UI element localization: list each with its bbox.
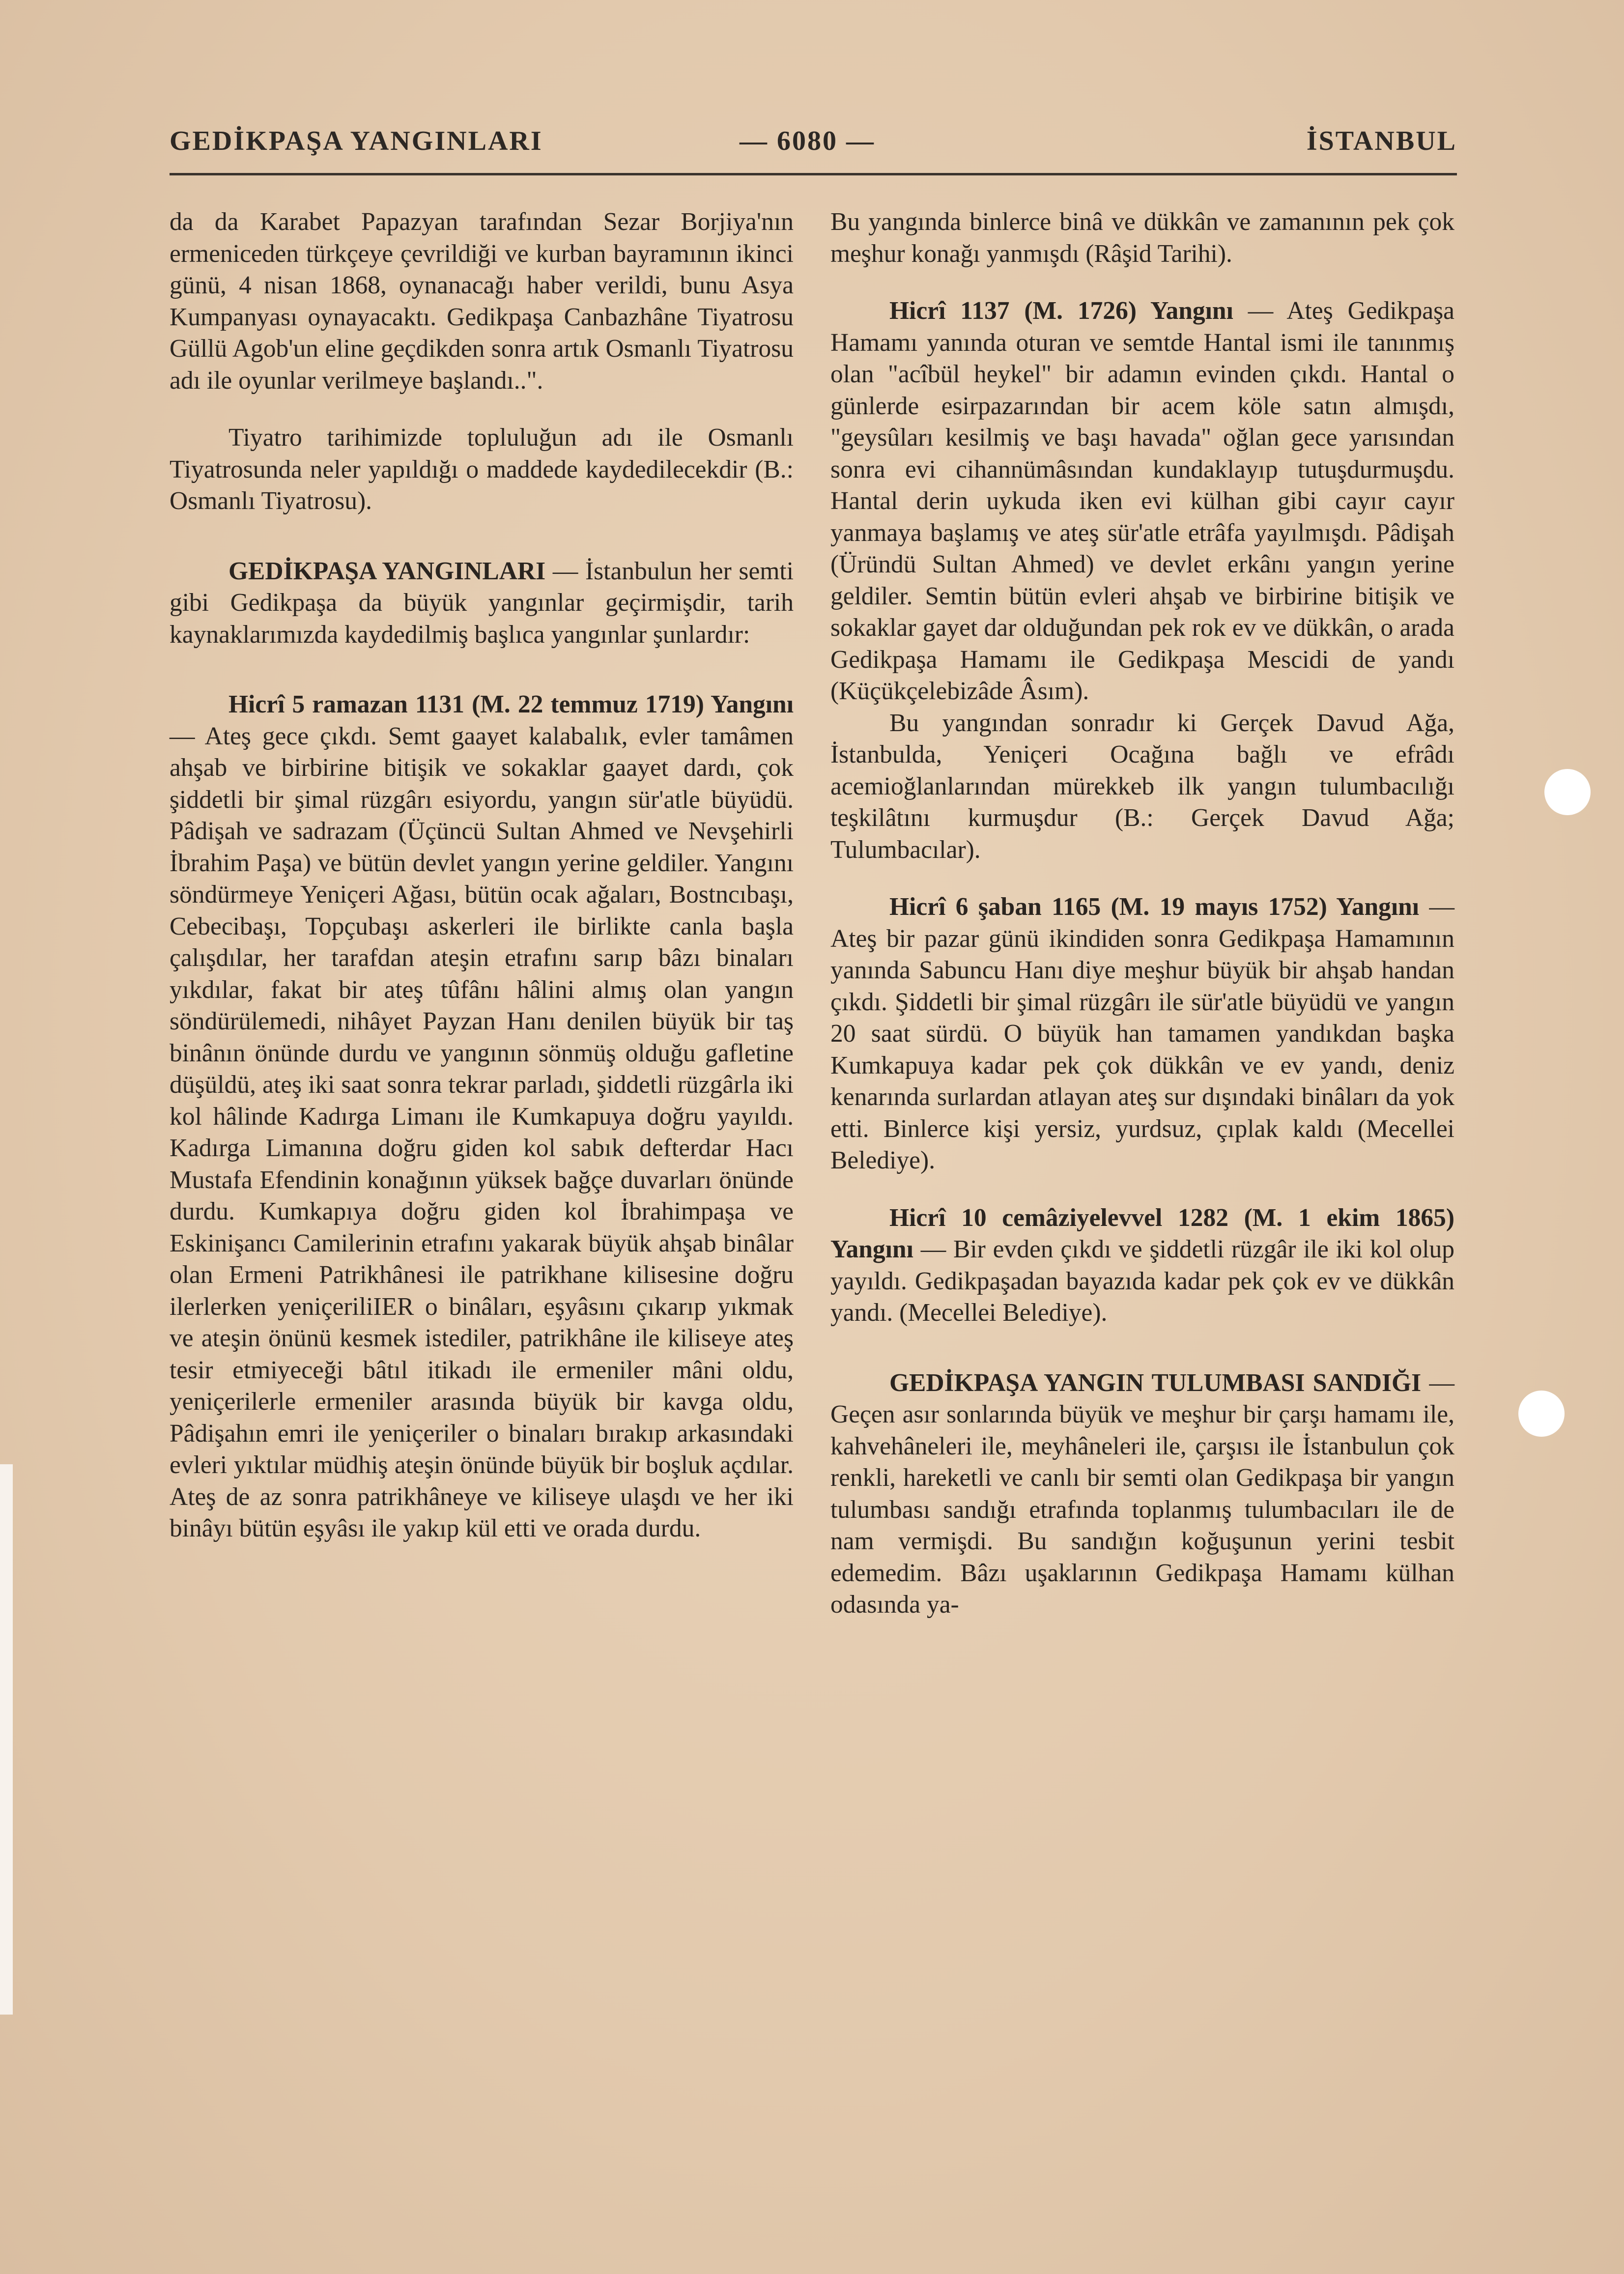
entry-fire-1752 — [830, 891, 1454, 1177]
entry-heading: Hicrî 10 cemâziyelevvel 1282 (M. 1 ekim 1865) Yangını — [830, 1203, 1454, 1263]
paragraph-gap — [830, 866, 1454, 891]
entry-heading: Hicrî 6 şaban 1165 (M. 19 mayıs 1752) Yangını — [889, 893, 1420, 921]
paragraph-gap — [830, 1329, 1454, 1367]
paragraph: Bu yangında binlerce binâ ve dükkân ve zamanının pek çok meşhur konağı yanmışdı (Râşid Tarihi). — [830, 208, 1454, 268]
entry-fire-1719 — [170, 689, 794, 1545]
paragraph-gap — [170, 517, 794, 556]
right-column — [830, 206, 1454, 1621]
entry-heading: GEDİKPAŞA YANGIN TULUMBASI SANDIĞI — [889, 1368, 1422, 1397]
entry-body: — Ateş gece çıkdı. Semt gaayet kalabalık, evler tamâmen ahşab ve birbirine bitişik ve sokaklar gaayet dardı, çok şiddetli bir şimal rüzgârı esiyordu, yangın sür'atle büyüdü. Pâdişah ve sadrazam (Üçüncü Sultan Ahmed ve Nevşehirli İbrahim Paşa) ve bütün devlet yangın yerine geldiler. Yangını söndürmeye Yeniçeri Ağası, bütün ocak ağaları, Bostncıbaşı, Cebecibaşı, Topçubaşı askerleri ile birlikte canla başla çalışdılar, her tarafdan ateşin etrafını sarıp bâzı binaları yıkdılar, fakat bir ateş tûfânı hâlini almış olan yangın söndürülemedi, nihâyet Payzan Hanı denilen büyük bir taş binânın önünde durdu ve yangının sönmüş olduğu gafletine düşüldü, ateş iki saat sonra tekrar parladı, şiddetli rüzgârla iki kol hâlinde Kadırga Limanı ile Kumkapuya doğru yayıldı. Kadırga Limanına doğru giden kol sabık defterdar Hacı Mustafa Efendinin konağının yüksek bağçe duvarları önünde durdu. Kumkapıya doğru giden kol İbrahimpaşa ve Eskinişancı Camilerinin etrafını yakarak büyük ahşab binâlar olan Ermeni Patrikhânesi ile patrikhane kilisesine doğru ilerlerken yeniçeriliIER o binâları, eşyâsını çıkarıp yıkmak ve ateşin önünü kesmek istediler, patrikhâne ile kiliseye ateş tesir etmiyeceği bâtıl itikadı ile ermeniler mâni oldu, yeniçerilerle ermeniler arasında büyük bir kavga oldu, Pâdişahın emri ile yeniçeriler o binaları bırakıp arkasındaki evleri yıktılar müdhiş ateşin önünde büyük bir boşluk açdılar. Ateş de az sonra patrikhâneye ve kiliseye ulaşdı ve her iki binâyı bütün eşyâsı ile yakıp kül etti ve orada durdu. — [170, 722, 794, 1542]
entry-heading: GEDİKPAŞA YANGINLARI — [228, 557, 546, 585]
entry-body: — Bir evden çıkdı ve şiddetli rüzgâr ile iki kol olup yayıldı. Gedikpaşadan bayazıda kadar pek çok ev ve dükkân yandı. (Mecellei Belediye). — [830, 1235, 1454, 1327]
entry-gedikpasa-yanginlari — [170, 556, 794, 651]
entry-fire-1865 — [830, 1202, 1454, 1329]
paragraph: Tiyatro tarihimizde topluluğun adı ile Osmanlı Tiyatrosunda neler yapıldığı o maddede kaydedilecekdir (B.: Osmanlı Tiyatrosu). — [170, 424, 794, 515]
torn-edge — [0, 1464, 13, 2015]
entry-body: — Geçen asır sonlarında büyük ve meşhur bir çarşı hamamı ile, kahvehâneleri ile, meyhâneleri ile, çarşısı ile İstanbulun çok renkli, hareketli ve canlı bir semti olan Gedikpaşa bir yangın tulumbası sandığı etrafında toplanmış tulumbacıları ile de nam vermişdi. Bu sandığın koğuşunun yerini tesbit edemedim. Bâzı uşaklarının Gedikpaşa Hamamı külhan odasında ya- — [830, 1368, 1455, 1619]
entry-tulumba-sandigi — [830, 1367, 1454, 1621]
header-rule — [170, 173, 1457, 175]
binder-hole — [1544, 769, 1591, 815]
running-header — [170, 125, 1457, 160]
page-number: — 6080 — — [740, 126, 875, 156]
section-title: GEDİKPAŞA YANGINLARI — [170, 126, 543, 156]
entry-body: — İstanbulun her semti gibi Gedikpaşa da büyük yangınlar geçirmişdir, tarih kaynaklarımızda kaydedilmiş başlıca yangınlar şunlardır: — [170, 557, 794, 649]
entry-fire-1726 — [830, 295, 1454, 708]
entry-body: — Ateş bir pazar günü ikindiden sonra Gedikpaşa Hamamının yanında Sabuncu Hanı diye meşhur büyük bir ahşab handan çıkdı. Şiddetli bir şimal rüzgârı ile sür'atle büyüdü ve yangın 20 saat sürdü. O büyük han tamamen yandıkdan başka Kumkapuya kadar pek çok dükkân ve ev yandı, deniz kenarında surlardan atlayan ateş sur dışındaki binâları da yok etti. Binlerce kişi yersiz, yurdsuz, çıplak kaldı (Mecellei Belediye). — [830, 893, 1454, 1174]
paragraph-gap — [170, 651, 794, 689]
volume-title: İSTANBUL — [1306, 126, 1457, 156]
entry-body: — Ateş Gedikpaşa Hamamı yanında oturan ve semtde Hantal ismi ile tanınmış olan "acîbül heykel" bir adamın evinden çıkdı. Hantal o günlerde esirpazarından bir acem köle satın almışdı, "geysûları kesilmiş ve başı havada" oğlan gece yarısından sonra evi cihannümâsından kundaklayıp tutuşdurmuşdu. Hantal derin uykuda iken evi külhan gibi cayır cayır yanmaya başlamış ve ateş sür'atle etrâfa yayılmışdı. Pâdişah (Üründü Sultan Ahmed) ve devlet erkânı yangın yerine geldiler. Semtin bütün evleri ahşab ve birbirine bitişik ve sokaklar gayet dar olduğundan pek rok ev ve dükkân, o arada Gedikpaşa Hamamı ile Gedikpaşa Mescidi de yandı (Küçükçelebizâde Âsım). — [830, 297, 1454, 705]
left-column — [170, 206, 794, 1545]
paragraph-gap — [830, 1177, 1454, 1202]
paragraph: da da Karabet Papazyan tarafından Sezar Borjiya'nın ermeniceden türkçeye çevrildiği ve kurban bayramının ikinci günü, 4 nisan 1868, oynanacağı haber verildi, bunu Asya Kumpanyası oynayacaktı. Gedikpaşa Canbazhâne Tiyatrosu Güllü Agob'un eline geçdikden sonra artık Osmanlı Tiyatrosu adı ile oyunlar verilmeye başlandı..". — [170, 208, 794, 395]
paragraph-gap — [830, 270, 1454, 295]
paragraph-gap — [170, 397, 794, 422]
entry-heading: Hicrî 5 ramazan 1131 (M. 22 temmuz 1719) Yangını — [228, 690, 794, 718]
binder-hole — [1518, 1391, 1565, 1437]
entry-heading: Hicrî 1137 (M. 1726) Yangını — [889, 297, 1233, 325]
paragraph: Bu yangından sonradır ki Gerçek Davud Ağa, İstanbulda, Yeniçeri Ocağına bağlı ve efrâdı acemioğlanlarından mürekkeb ilk yangın tulumbacılığı teşkilâtını kurmuşdur (B.: Gerçek Davud Ağa; Tulumbacılar). — [830, 709, 1454, 864]
